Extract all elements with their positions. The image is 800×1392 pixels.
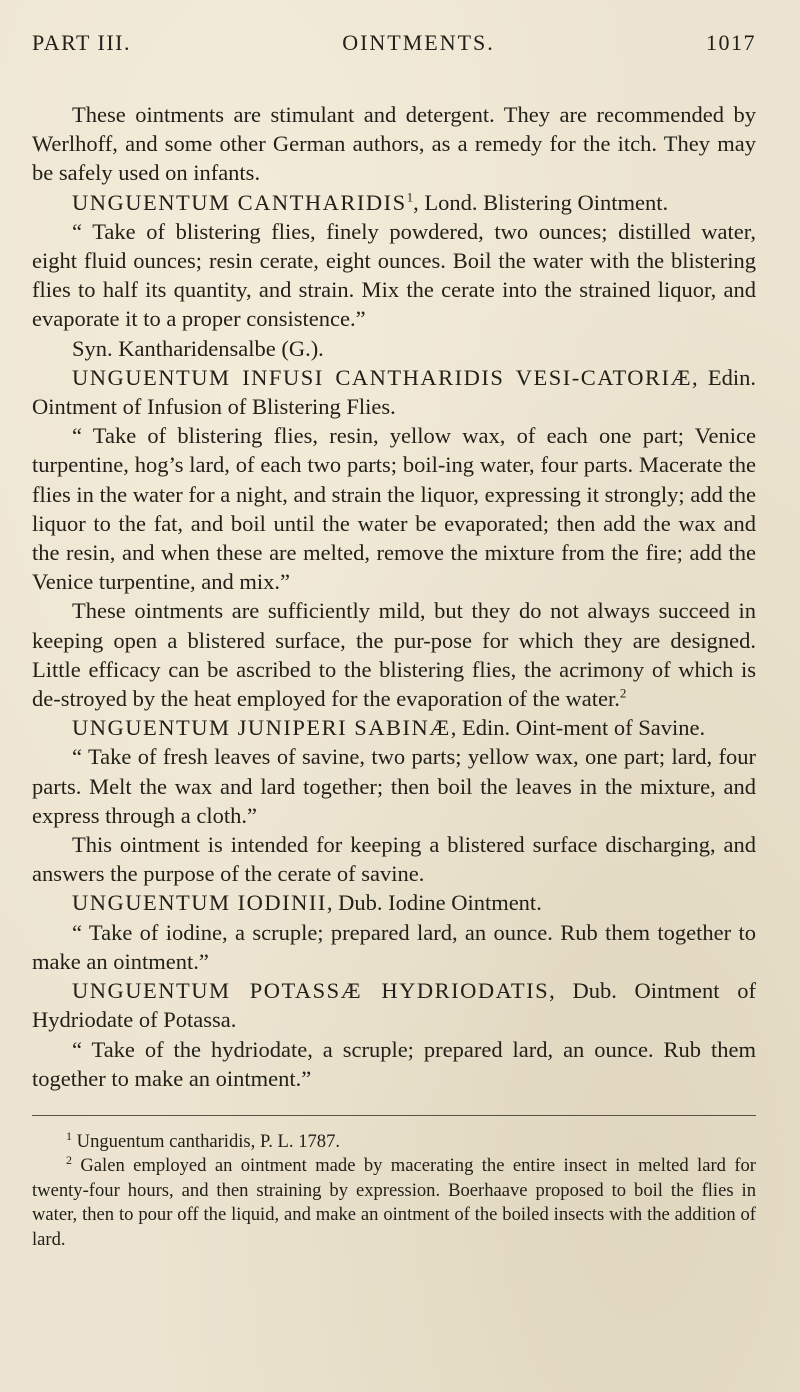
heading-subtitle: , Dub. Iodine Ointment.: [326, 890, 542, 916]
footnote-text: Galen employed an ointment made by macerating the entire insect in melted lard for twenty-four hours, and then straining by expression. Boerhaave proposed to boil the flies in water, then to pour off the liquid, and make an ointment of the boiled insects with the addition of lard.: [32, 1155, 757, 1250]
footnote-ref: 1: [406, 189, 414, 205]
section-heading: [32, 888, 756, 917]
paragraph: “ Take of blistering flies, resin, yellow wax, of each one part; Venice turpentine, hog’s lard, of each two parts; boil-ing water, four parts. Macerate the flies in the water for a night, and strain the liquor, expressing it strongly; add the liquor to the fat, and boil until the water be evaporated; then add the wax and the resin, and when these are melted, remove the mixture from the fire; add the Venice turpentine, and mix.”: [32, 423, 756, 595]
heading-title: UNGUENTUM CANTHARIDIS: [72, 189, 407, 215]
section-heading: [32, 976, 756, 1034]
heading-title: UNGUENTUM INFUSI CANTHARIDIS VESI-CATORIÆ: [72, 364, 693, 390]
footnote-text: Unguentum cantharidis, P. L. 1787.: [76, 1130, 341, 1152]
paragraph: This ointment is intended for keeping a blistered surface discharging, and answers the purpose of the cerate of savine.: [32, 832, 756, 887]
footnote-ref: 2: [619, 685, 627, 701]
paragraph: These ointments are stimulant and detergent. They are recommended by Werlhoff, and some other German authors, as a remedy for the itch. They may be safely used on infants.: [32, 102, 756, 186]
footnote-divider: [32, 1115, 756, 1116]
paragraph: “ Take of blistering flies, finely powdered, two ounces; distilled water, eight fluid ounces; resin cerate, eight ounces. Boil the water with the blistering flies to half its quantity, and strain. Mix the cerate into the strained liquor, and evaporate it to a proper consistence.”: [32, 218, 756, 332]
paragraph: “ Take of iodine, a scruple; prepared lard, an ounce. Rub them together to make an ointment.”: [32, 919, 756, 974]
footnote-mark: 1: [66, 1128, 72, 1143]
heading-subtitle: , Edin. Oint-ment of Savine.: [450, 715, 706, 741]
paragraph: “ Take of the hydriodate, a scruple; prepared lard, an ounce. Rub them together to make an ointment.”: [32, 1036, 756, 1091]
section-heading: [32, 363, 756, 421]
heading-subtitle: , Dub. Ointment of Hydriodate of Potassa.: [32, 978, 756, 1033]
heading-title: UNGUENTUM JUNIPERI SABINÆ: [72, 715, 451, 741]
paragraph: [32, 596, 756, 713]
heading-title: UNGUENTUM IODINII: [72, 890, 327, 916]
paragraph: “ Take of fresh leaves of savine, two parts; yellow wax, one part; lard, four parts. Melt the wax and lard together; then boil the leaves in the mixture, and express through a cloth.”: [32, 744, 756, 828]
section-heading: [32, 713, 756, 742]
page-number: 1017: [706, 30, 756, 55]
footnote-mark: 2: [66, 1153, 72, 1168]
synonym-line: Syn. Kantharidensalbe (G.).: [72, 335, 324, 361]
footnote: [32, 1154, 756, 1252]
running-head: [32, 30, 756, 64]
heading-subtitle: , Lond. Blistering Ointment.: [413, 189, 669, 215]
section-heading: [32, 188, 756, 217]
heading-title: UNGUENTUM POTASSÆ HYDRIODATIS: [72, 978, 550, 1004]
heading-subtitle: , Edin. Ointment of Infusion of Blistering Flies.: [32, 364, 756, 420]
footnotes: [32, 1130, 756, 1252]
main-text: [32, 100, 756, 1093]
running-head-part: PART III.: [32, 30, 131, 55]
paragraph-text: These ointments are sufficiently mild, but they do not always succeed in keeping open a blistered surface, the pur-pose for which they are designed. Little efficacy can be ascribed to the blistering flies, the acrimony of which is de-stroyed by the heat employed for the evaporation of the water.: [32, 598, 756, 712]
running-head-title: OINTMENTS.: [342, 30, 495, 55]
footnote: [32, 1130, 756, 1154]
